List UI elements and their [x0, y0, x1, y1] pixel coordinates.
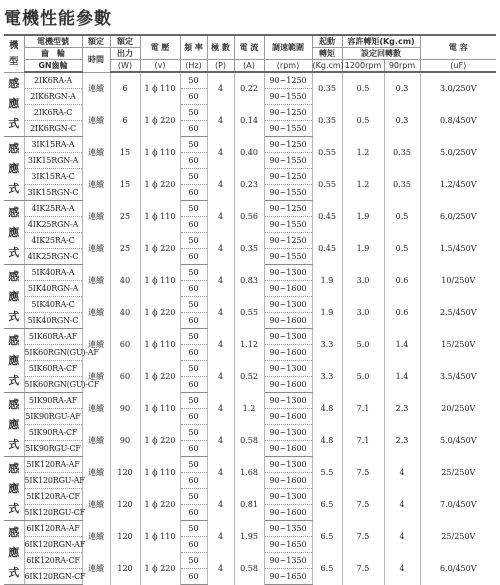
header-freq-unit: (Hz) [180, 60, 207, 73]
output-watts: 120 [110, 457, 140, 489]
torque-1200rpm: 5.0 [342, 329, 384, 361]
motor-spec-table [4, 34, 496, 585]
gear-model-number: 5IK60RGN(GU)-AF [24, 345, 82, 361]
speed-range-60: 90~1600 [264, 281, 312, 297]
model-number: 2IK6RA-A [24, 72, 82, 89]
current-value: 0.22 [234, 72, 264, 105]
rating-time: 連續 [82, 137, 110, 169]
frequency-50: 50 [180, 265, 207, 281]
speed-range-60: 90~1600 [264, 345, 312, 361]
voltage-value: 1 ϕ 110 [140, 457, 180, 489]
capacitor-value: 20/250V [441, 404, 476, 413]
frequency-60: 60 [180, 505, 207, 521]
capacitor-value: 2.5/450V [440, 308, 477, 317]
torque-90rpm: 0.35 [384, 169, 420, 201]
table-row [4, 521, 496, 537]
frequency-50: 50 [180, 297, 207, 313]
capacitor-value: 15/250V [441, 340, 476, 349]
frequency-50: 50 [180, 553, 207, 569]
speed-range-60: 90~1600 [264, 473, 312, 489]
voltage-value: 1 ϕ 220 [140, 169, 180, 201]
speed-range-50: 90~1250 [264, 169, 312, 185]
start-torque-value: 3.3 [312, 329, 342, 361]
table-row [4, 457, 496, 473]
header-poles-unit: (P) [207, 60, 234, 73]
frequency-50: 50 [180, 72, 207, 89]
table-row [4, 105, 496, 121]
speed-range-50: 90~1300 [264, 361, 312, 377]
frequency-50: 50 [180, 233, 207, 249]
capacitor-value: 1.2/450V [440, 180, 477, 189]
gear-model-number: 3IK15RGN-C [24, 185, 82, 201]
torque-90rpm: 4 [384, 553, 420, 585]
torque-1200rpm: 7.5 [342, 553, 384, 585]
type-label: 感應式 [4, 329, 24, 393]
frequency-60: 60 [180, 249, 207, 265]
torque-1200rpm: 1.2 [342, 137, 384, 169]
output-watts: 90 [110, 393, 140, 425]
poles-value: 4 [207, 425, 234, 457]
gear-model-number: 2IK6RGN-C [24, 121, 82, 137]
start-torque-value: 6.5 [312, 521, 342, 553]
speed-range-60: 90~1600 [264, 313, 312, 329]
rating-time: 連續 [82, 457, 110, 489]
poles-value: 4 [207, 329, 234, 361]
header-type: 機 型 [4, 35, 24, 72]
type-label: 感應式 [4, 457, 24, 521]
model-number: 5IK120RA-CF [24, 489, 82, 505]
current-value: 0.58 [234, 553, 264, 585]
start-torque-value: 0.55 [312, 169, 342, 201]
output-watts: 6 [110, 105, 140, 137]
poles-value: 4 [207, 137, 234, 169]
torque-90rpm: 0.5 [384, 233, 420, 265]
current-value: 0.14 [234, 105, 264, 137]
header-current: 電 流 [234, 35, 264, 60]
start-torque-value: 4.8 [312, 425, 342, 457]
rating-time: 連續 [82, 233, 110, 265]
current-value: 0.52 [234, 361, 264, 393]
gear-model-number: 4IK25RGN-A [24, 217, 82, 233]
header-voltage-unit: (v) [140, 60, 180, 73]
start-torque-value: 0.45 [312, 201, 342, 233]
output-watts: 60 [110, 329, 140, 361]
rating-time: 連續 [82, 201, 110, 233]
output-watts: 120 [110, 553, 140, 585]
table-row [4, 201, 496, 217]
frequency-60: 60 [180, 537, 207, 553]
current-value: 0.40 [234, 137, 264, 169]
frequency-60: 60 [180, 473, 207, 489]
table-row [4, 361, 496, 377]
voltage-value: 1 ϕ 110 [140, 72, 180, 105]
frequency-60: 60 [180, 185, 207, 201]
frequency-50: 50 [180, 425, 207, 441]
capacitor-value: 25/250V [441, 468, 476, 477]
start-torque-value: 0.45 [312, 233, 342, 265]
frequency-50: 50 [180, 521, 207, 537]
poles-value: 4 [207, 72, 234, 105]
table-row [4, 169, 496, 185]
header-rating-2: 時間 [82, 48, 110, 73]
torque-90rpm: 1.4 [384, 361, 420, 393]
type-label: 感應式 [4, 393, 24, 457]
current-value: 1.2 [234, 393, 264, 425]
header-model-gn: GN齒輪 [24, 60, 82, 73]
header-voltage: 電 壓 [140, 35, 180, 60]
header-90rpm: 90rpm [384, 60, 420, 73]
capacitor-value: 6.0/450V [440, 564, 477, 573]
speed-range-60: 90~1550 [264, 89, 312, 105]
header-current-unit: (A) [234, 60, 264, 73]
speed-range-50: 90~1300 [264, 425, 312, 441]
rating-time: 連續 [82, 297, 110, 329]
model-number: 5IK40RA-A [24, 265, 82, 281]
torque-1200rpm: 7.5 [342, 489, 384, 521]
capacitor-value: 5.0/450V [440, 436, 477, 445]
header-start-torque-2: 轉矩 [312, 48, 342, 60]
torque-90rpm: 2.3 [384, 393, 420, 425]
model-number: 5IK90RA-CF [24, 425, 82, 441]
gear-model-number: 5IK60RGN(GU)-CF [24, 377, 82, 393]
table-row [4, 265, 496, 281]
gear-model-number: 5IK90RGU-CF [24, 441, 82, 457]
header-allow-torque: 容許轉矩(Kg.cm) [342, 35, 420, 48]
output-watts: 15 [110, 169, 140, 201]
capacitor-value: 3.5/450V [440, 372, 477, 381]
frequency-60: 60 [180, 153, 207, 169]
torque-1200rpm: 5.0 [342, 361, 384, 393]
frequency-50: 50 [180, 105, 207, 121]
capacitor-value: 6.0/250V [440, 212, 477, 221]
table-row [4, 72, 496, 89]
output-watts: 120 [110, 521, 140, 553]
table-row [4, 137, 496, 153]
output-watts: 90 [110, 425, 140, 457]
speed-range-50: 90~1250 [264, 201, 312, 217]
rating-time: 連續 [82, 521, 110, 553]
torque-90rpm: 0.3 [384, 105, 420, 137]
poles-value: 4 [207, 489, 234, 521]
type-label: 感應式 [4, 201, 24, 265]
start-torque-value: 0.55 [312, 137, 342, 169]
header-output-unit: (W) [110, 60, 140, 73]
output-watts: 120 [110, 489, 140, 521]
frequency-50: 50 [180, 329, 207, 345]
speed-range-50: 90~1350 [264, 553, 312, 569]
header-rating: 額定 [82, 35, 110, 48]
frequency-50: 50 [180, 201, 207, 217]
frequency-50: 50 [180, 393, 207, 409]
voltage-value: 1 ϕ 220 [140, 105, 180, 137]
header-output-2: 出力 [110, 48, 140, 60]
header-speed-unit: (rpm) [264, 60, 312, 73]
rating-time: 連續 [82, 393, 110, 425]
torque-1200rpm: 7.1 [342, 393, 384, 425]
rating-time: 連續 [82, 329, 110, 361]
speed-range-50: 90~1300 [264, 393, 312, 409]
start-torque-value: 1.9 [312, 297, 342, 329]
current-value: 0.23 [234, 169, 264, 201]
current-value: 1.68 [234, 457, 264, 489]
poles-value: 4 [207, 521, 234, 553]
model-number: 5IK120RA-AF [24, 457, 82, 473]
torque-90rpm: 0.5 [384, 201, 420, 233]
start-torque-value: 5.5 [312, 457, 342, 489]
voltage-value: 1 ϕ 220 [140, 425, 180, 457]
model-number: 5IK90RA-AF [24, 393, 82, 409]
header-poles: 極 數 [207, 35, 234, 60]
model-number: 3IK15RA-A [24, 137, 82, 153]
table-row [4, 233, 496, 249]
frequency-50: 50 [180, 137, 207, 153]
page-title: 電機性能參數 [4, 9, 112, 29]
header-capacitor: 電 容 [420, 35, 496, 60]
table-row [4, 393, 496, 409]
poles-value: 4 [207, 457, 234, 489]
frequency-50: 50 [180, 361, 207, 377]
start-torque-value: 1.9 [312, 265, 342, 297]
output-watts: 25 [110, 233, 140, 265]
voltage-value: 1 ϕ 110 [140, 329, 180, 361]
torque-1200rpm: 0.5 [342, 105, 384, 137]
model-number: 4IK25RA-A [24, 201, 82, 217]
frequency-60: 60 [180, 89, 207, 105]
output-watts: 6 [110, 72, 140, 105]
header-model-gear: 齒 輪 [24, 48, 82, 60]
type-label: 感應式 [4, 72, 24, 137]
table-row [4, 489, 496, 505]
start-torque-value: 3.3 [312, 361, 342, 393]
poles-value: 4 [207, 361, 234, 393]
rating-time: 連續 [82, 105, 110, 137]
speed-range-60: 90~1550 [264, 153, 312, 169]
current-value: 0.55 [234, 297, 264, 329]
torque-90rpm: 4 [384, 457, 420, 489]
torque-90rpm: 4 [384, 521, 420, 553]
rating-time: 連續 [82, 265, 110, 297]
rating-time: 連續 [82, 425, 110, 457]
speed-range-50: 90~1300 [264, 297, 312, 313]
voltage-value: 1 ϕ 220 [140, 489, 180, 521]
table-body [4, 72, 496, 585]
frequency-60: 60 [180, 121, 207, 137]
capacitor-value: 0.8/450V [440, 116, 477, 125]
header-model: 電機型號 [24, 35, 82, 48]
capacitor-value: 1.5/450V [440, 244, 477, 253]
frequency-50: 50 [180, 457, 207, 473]
torque-90rpm: 0.6 [384, 297, 420, 329]
table-row [4, 329, 496, 345]
header-start-torque: 起動 [312, 35, 342, 48]
speed-range-50: 90~1300 [264, 265, 312, 281]
frequency-60: 60 [180, 345, 207, 361]
header-start-torque-unit: (Kg.cm) [312, 61, 344, 70]
speed-range-50: 90~1300 [264, 329, 312, 345]
voltage-value: 1 ϕ 110 [140, 265, 180, 297]
poles-value: 4 [207, 233, 234, 265]
speed-range-60: 90~1550 [264, 121, 312, 137]
speed-range-50: 90~1350 [264, 521, 312, 537]
speed-range-60: 90~1600 [264, 441, 312, 457]
poles-value: 4 [207, 265, 234, 297]
model-number: 5IK60RA-CF [24, 361, 82, 377]
poles-value: 4 [207, 169, 234, 201]
gear-model-number: 5IK120RGU-AF [24, 473, 82, 489]
frequency-60: 60 [180, 409, 207, 425]
current-value: 1.95 [234, 521, 264, 553]
torque-90rpm: 0.35 [384, 137, 420, 169]
header-capacitor-unit: (uF) [420, 60, 496, 73]
gear-model-number: 5IK40RGN-A [24, 281, 82, 297]
gear-model-number: 2IK6RGN-A [24, 89, 82, 105]
torque-90rpm: 4 [384, 489, 420, 521]
output-watts: 25 [110, 201, 140, 233]
torque-1200rpm: 7.1 [342, 425, 384, 457]
gear-model-number: 6IK120RGN-CF [24, 569, 82, 585]
poles-value: 4 [207, 105, 234, 137]
current-value: 0.83 [234, 265, 264, 297]
gear-model-number: 6IK120RGN-AF [24, 537, 82, 553]
capacitor-value: 10/250V [441, 276, 476, 285]
model-number: 3IK15RA-C [24, 169, 82, 185]
current-value: 0.81 [234, 489, 264, 521]
capacitor-value: 3.0/250V [440, 84, 477, 94]
current-value: 0.56 [234, 201, 264, 233]
speed-range-60: 90~1600 [264, 505, 312, 521]
output-watts: 15 [110, 137, 140, 169]
capacitor-value: 25/250V [441, 532, 476, 541]
poles-value: 4 [207, 297, 234, 329]
header-rated-speed: 設定回轉數 [342, 48, 420, 60]
gear-model-number: 4IK25RGN-C [24, 249, 82, 265]
voltage-value: 1 ϕ 220 [140, 233, 180, 265]
header-output: 額定 [110, 35, 140, 48]
speed-range-60: 90~1550 [264, 185, 312, 201]
torque-1200rpm: 3.0 [342, 265, 384, 297]
model-number: 5IK40RA-C [24, 297, 82, 313]
model-number: 6IK120RA-CF [24, 553, 82, 569]
torque-1200rpm: 1.9 [342, 233, 384, 265]
rating-time: 連續 [82, 361, 110, 393]
poles-value: 4 [207, 393, 234, 425]
start-torque-value: 6.5 [312, 553, 342, 585]
header-freq: 頻 率 [180, 35, 207, 60]
start-torque-value: 0.35 [312, 105, 342, 137]
speed-range-50: 90~1250 [264, 233, 312, 249]
output-watts: 60 [110, 361, 140, 393]
voltage-value: 1 ϕ 110 [140, 393, 180, 425]
start-torque-value: 0.35 [312, 72, 342, 105]
frequency-60: 60 [180, 281, 207, 297]
speed-range-50: 90~1250 [264, 105, 312, 121]
current-value: 0.35 [234, 233, 264, 265]
gear-model-number: 5IK90RGU-AF [24, 409, 82, 425]
speed-range-50: 90~1250 [264, 137, 312, 153]
torque-1200rpm: 0.5 [342, 72, 384, 105]
rating-time: 連續 [82, 489, 110, 521]
type-label: 感應式 [4, 521, 24, 585]
speed-range-60: 90~1550 [264, 249, 312, 265]
torque-1200rpm: 7.5 [342, 457, 384, 489]
current-value: 1.12 [234, 329, 264, 361]
voltage-value: 1 ϕ 110 [140, 137, 180, 169]
voltage-value: 1 ϕ 220 [140, 553, 180, 585]
frequency-60: 60 [180, 441, 207, 457]
frequency-50: 50 [180, 169, 207, 185]
output-watts: 40 [110, 297, 140, 329]
torque-90rpm: 0.6 [384, 265, 420, 297]
model-number: 2IK6RA-C [24, 105, 82, 121]
frequency-60: 60 [180, 377, 207, 393]
frequency-60: 60 [180, 569, 207, 585]
frequency-60: 60 [180, 217, 207, 233]
speed-range-60: 90~1600 [264, 377, 312, 393]
torque-90rpm: 1.4 [384, 329, 420, 361]
gear-model-number: 3IK15RGN-A [24, 153, 82, 169]
voltage-value: 1 ϕ 220 [140, 297, 180, 329]
speed-range-60: 90~1650 [264, 569, 312, 585]
speed-range-60: 90~1550 [264, 217, 312, 233]
torque-1200rpm: 1.2 [342, 169, 384, 201]
type-label: 感應式 [4, 265, 24, 329]
torque-1200rpm: 3.0 [342, 297, 384, 329]
speed-range-60: 90~1650 [264, 537, 312, 553]
model-number: 6IK120RA-AF [24, 521, 82, 537]
rating-time: 連續 [82, 553, 110, 585]
torque-1200rpm: 1.9 [342, 201, 384, 233]
start-torque-value: 4.8 [312, 393, 342, 425]
model-number: 5IK60RA-AF [24, 329, 82, 345]
model-number: 4IK25RA-C [24, 233, 82, 249]
capacitor-value: 7.0/450V [440, 500, 477, 509]
frequency-50: 50 [180, 489, 207, 505]
speed-range-50: 90~1300 [264, 457, 312, 473]
gear-model-number: 5IK120RGU-CF [24, 505, 82, 521]
table-row [4, 425, 496, 441]
torque-90rpm: 2.3 [384, 425, 420, 457]
start-torque-value: 6.5 [312, 489, 342, 521]
speed-range-50: 90~1300 [264, 489, 312, 505]
type-label: 感應式 [4, 137, 24, 201]
header-speed: 調速範圍 [264, 35, 312, 60]
rating-time: 連續 [82, 72, 110, 105]
speed-range-60: 90~1600 [264, 409, 312, 425]
table-row [4, 297, 496, 313]
output-watts: 40 [110, 265, 140, 297]
poles-value: 4 [207, 201, 234, 233]
header-1200rpm: 1200rpm [342, 60, 384, 73]
voltage-value: 1 ϕ 110 [140, 201, 180, 233]
speed-range-50: 90~1250 [264, 72, 312, 89]
table-row [4, 553, 496, 569]
torque-90rpm: 0.3 [384, 72, 420, 105]
poles-value: 4 [207, 553, 234, 585]
capacitor-value: 5.0/250V [440, 148, 477, 157]
current-value: 0.58 [234, 425, 264, 457]
voltage-value: 1 ϕ 220 [140, 361, 180, 393]
torque-1200rpm: 7.5 [342, 521, 384, 553]
frequency-60: 60 [180, 313, 207, 329]
voltage-value: 1 ϕ 110 [140, 521, 180, 553]
rating-time: 連續 [82, 169, 110, 201]
gear-model-number: 5IK40RGN-C [24, 313, 82, 329]
